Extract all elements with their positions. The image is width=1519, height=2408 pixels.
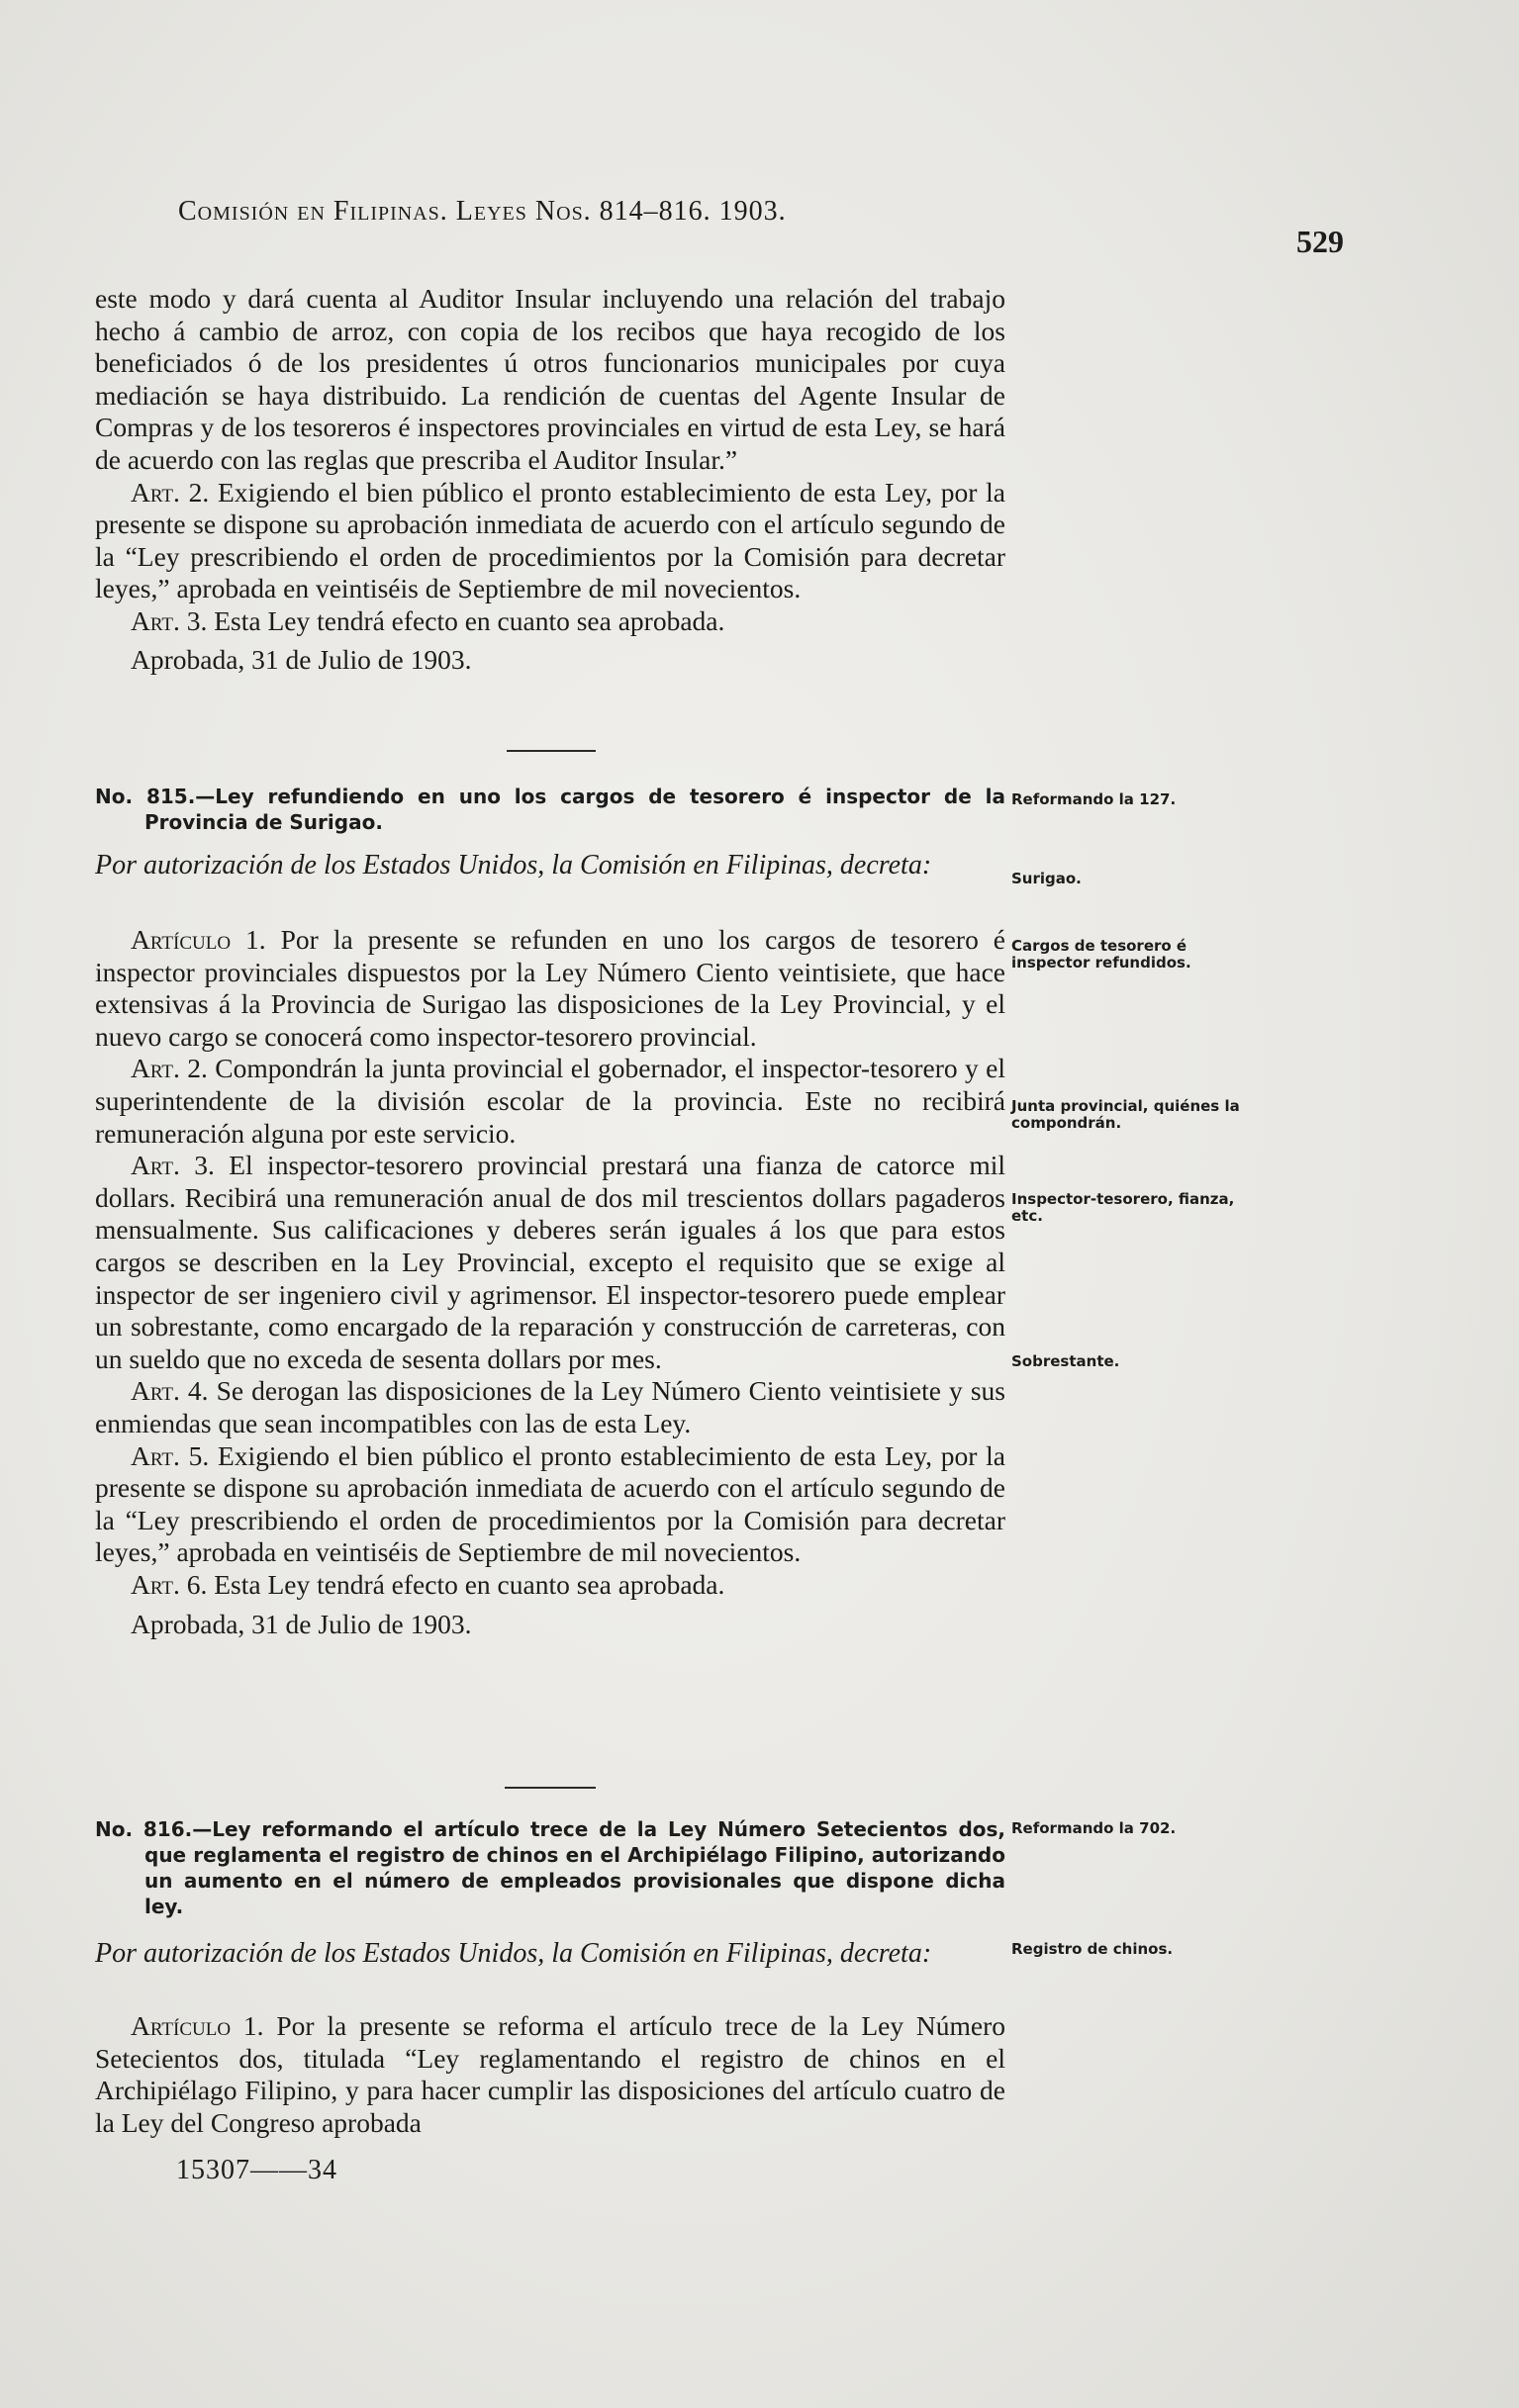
law-816-heading: No. 816.—Ley reformando el artículo trece de la Ley Número Setecientos dos, que reglamenta el registro de chinos en el Archipiélago Filipino, autorizando un aumento en el número de empleados provisionales que dispone dicha ley. — [95, 1817, 1005, 1918]
running-head: Comisión en Filipinas. Leyes Nos. 814–816. 1903. — [178, 196, 787, 227]
article-text: Exigiendo el bien público el pronto establecimiento de esta Ley, por la presente se dispone su aprobación inmediata de acuerdo con el artículo segundo de la “Ley prescribiendo el orden de procedimientos por la Comisión para decretar leyes,” aprobada en veintiséis de Septiembre de mil novecientos. — [95, 476, 1005, 604]
section-divider — [507, 750, 596, 752]
law-815-heading: No. 815.—Ley refundiendo en uno los cargos de tesorero é inspector de la Provincia de Surigao. — [95, 785, 1005, 834]
article-label: Art. 4. — [131, 1375, 209, 1407]
margin-note-junta-provincial: Junta provincial, quiénes la compondrán. — [1011, 1097, 1240, 1132]
article-3 — [95, 1150, 1005, 1375]
law-815-body — [95, 924, 1005, 1641]
signature-mark: 15307——34 — [176, 2155, 337, 2185]
approval-date: Aprobada, 31 de Julio de 1903. — [131, 1609, 472, 1640]
margin-note-registro-chinos: Registro de chinos. — [1011, 1940, 1174, 1958]
article-5 — [95, 1440, 1005, 1569]
article-label: Artículo 1. — [131, 924, 266, 955]
article-label: Art. 6. — [131, 1568, 208, 1600]
article-text: Esta Ley tendrá efecto en cuanto sea aprobada. — [214, 1568, 725, 1600]
article-2 — [95, 1053, 1005, 1150]
article-label: Art. 2. — [131, 1053, 208, 1084]
article-label: Art. 5. — [131, 1439, 210, 1471]
law-816-body — [95, 2010, 1005, 2139]
article-1 — [95, 2010, 1005, 2139]
law-815-enacting-clause: Por autorización de los Estados Unidos, la Comisión en Filipinas, decreta: — [95, 850, 932, 880]
article-text: Esta Ley tendrá efecto en cuanto sea aprobada. — [214, 604, 725, 636]
article-3 — [95, 605, 1005, 638]
article-text: Por la presente se reforma el artículo trece de la Ley Número Setecientos dos, titulada “Ley reglamentando el registro de chinos en el Archipiélago Filipino, y para hacer cumplir las disposiciones del artículo cuatro de la Ley del Congreso aprobada — [95, 2010, 1006, 2138]
margin-note-reformando-127: Reformando la 127. — [1011, 790, 1177, 808]
article-6 — [95, 1569, 1005, 1602]
margin-note-sobrestante: Sobrestante. — [1011, 1352, 1120, 1370]
article-text: El inspector-tesorero provincial prestará una fianza de catorce mil dollars. Recibirá una remuneración anual de dos mil trescientos dollars pagaderos mensualmente. Sus calificaciones y deberes serán iguales á los que para estos cargos se describen en la Ley Provincial, excepto el requisito que se exige al inspector de ser ingeniero civil y agrimensor. El inspector-tesorero puede emplear un sobrestante, como encargado de la reparación y construcción de carreteras, con un sueldo que no exceda de sesenta dollars por mes. — [95, 1150, 1006, 1374]
article-text: Se derogan las disposiciones de la Ley Número Ciento veintisiete y sus enmiendas que sean incompatibles con las de esta Ley. — [95, 1375, 1006, 1438]
margin-note-cargos-refundidos: Cargos de tesorero é inspector refundidos. — [1011, 937, 1191, 972]
approval-date: Aprobada, 31 de Julio de 1903. — [131, 643, 472, 675]
article-text: Por la presente se refunden en uno los cargos de tesorero é inspector provinciales dispuestos por la Ley Número Ciento veintisiete, que hace extensivas á la Provincia de Surigao las disposiciones de la Ley Provincial, y el nuevo cargo se conocerá como inspector-tesorero provincial. — [95, 924, 1006, 1052]
section-divider — [505, 1787, 596, 1789]
law-816-enacting-clause: Por autorización de los Estados Unidos, la Comisión en Filipinas, decreta: — [95, 1938, 932, 1969]
article-4 — [95, 1375, 1005, 1439]
margin-note-reformando-702: Reformando la 702. — [1011, 1819, 1177, 1837]
article-1 — [95, 924, 1005, 1053]
article-text: Compondrán la junta provincial el gobernador, el inspector-tesorero y el superintendente de la división escolar de la provincia. Este no recibirá remuneración alguna por este servicio. — [95, 1053, 1006, 1149]
law-814-continuation — [95, 283, 1005, 676]
article-label: Artículo 1. — [131, 2010, 264, 2041]
article-2 — [95, 477, 1005, 605]
margin-note-surigao: Surigao. — [1011, 870, 1082, 887]
paragraph-continuation: este modo y dará cuenta al Auditor Insular incluyendo una relación del trabajo hecho á cambio de arroz, con copia de los recibos que haya recogido de los beneficiados ó de los presidentes ú otros funcionarios municipales por cuya mediación se haya distribuido. La rendición de cuentas del Agente Insular de Compras y de los tesoreros é inspectores provinciales en virtud de esta Ley, se hará de acuerdo con las reglas que prescriba el Auditor Insular.” — [95, 283, 1005, 475]
article-label: Art. 3. — [131, 1150, 215, 1181]
margin-note-inspector-tesorero: Inspector-tesorero, fianza, etc. — [1011, 1190, 1235, 1225]
article-label: Art. 3. — [131, 604, 208, 636]
page-number: 529 — [1296, 224, 1344, 259]
article-label: Art. 2. — [131, 476, 210, 508]
article-text: Exigiendo el bien público el pronto establecimiento de esta Ley, por la presente se dispone su aprobación inmediata de acuerdo con el artículo segundo de la “Ley prescribiendo el orden de procedimientos por la Comisión para decretar leyes,” aprobada en veintiséis de Septiembre de mil novecientos. — [95, 1439, 1005, 1568]
